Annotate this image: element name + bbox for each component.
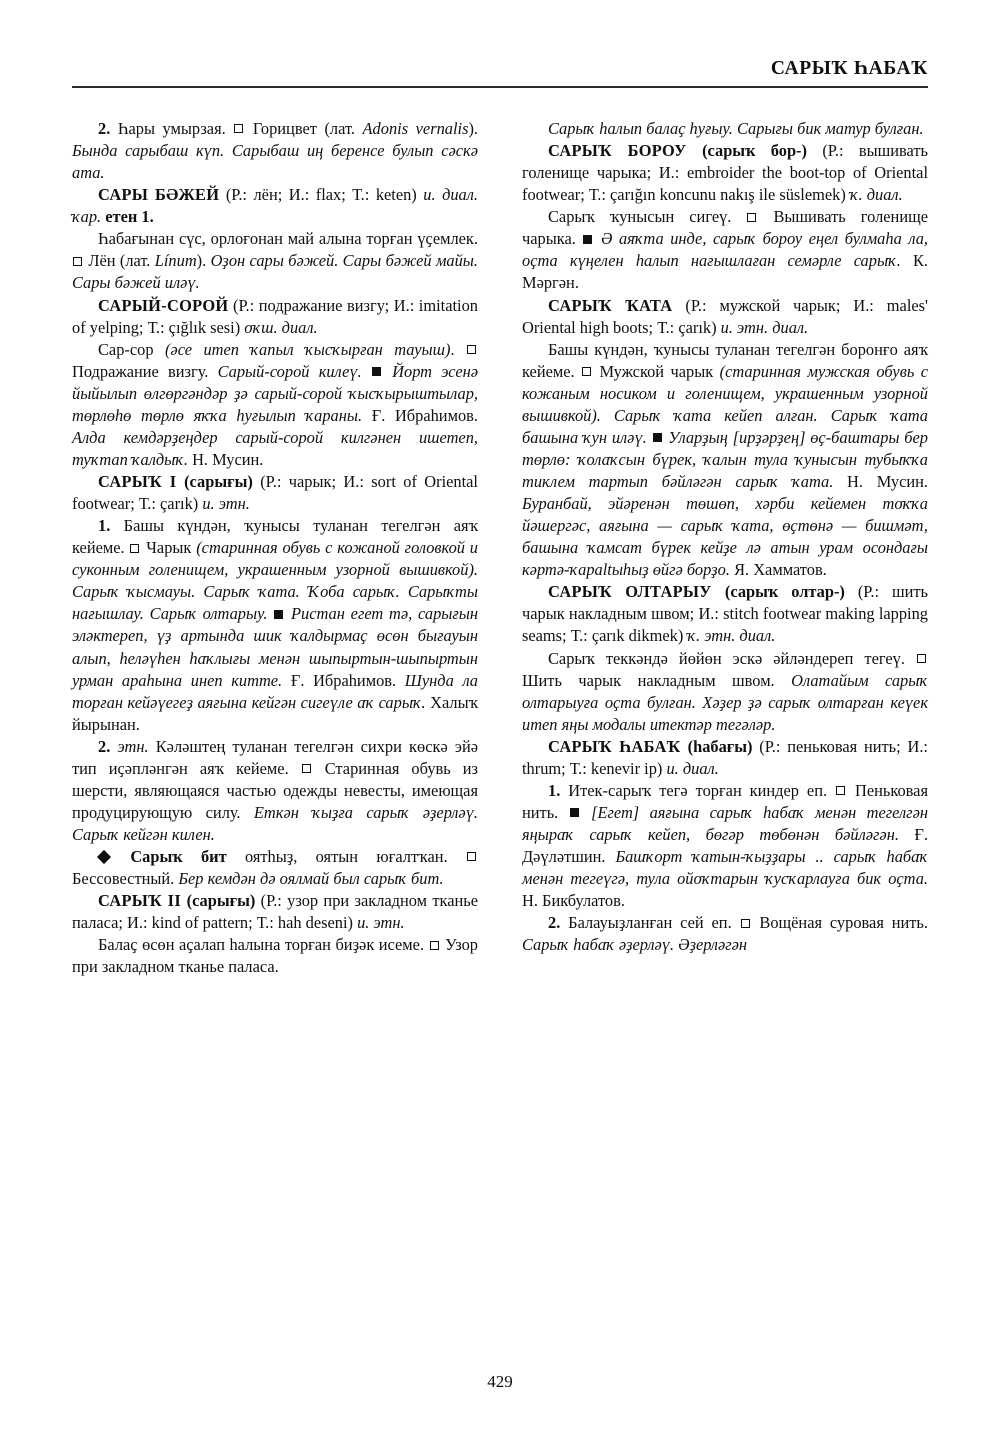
left-column xyxy=(72,118,478,1358)
right-column xyxy=(522,118,928,1358)
body-text: Сарыҡ теккәндә йөйөн эскә әйләндереп тегеү. xyxy=(548,648,916,668)
body-text: Чарык xyxy=(141,538,197,558)
page-number: 429 xyxy=(487,1372,513,1391)
open-square-marker-icon xyxy=(234,124,243,133)
italic-text: Алда кемдәрҙеңдер сарый-сорой килгәнен ишетеп, туҡтап ҡалдыҡ. xyxy=(72,427,478,469)
dictionary-entry-sense xyxy=(72,934,478,978)
filled-square-marker-icon xyxy=(583,235,592,244)
bold-text: етен 1. xyxy=(105,207,154,227)
italic-text: Сарыҡ һалып балаҫ һуғыу. Сарығы бик матур булған. xyxy=(548,119,924,138)
body-text xyxy=(647,428,652,447)
bold-text: 2. xyxy=(98,119,111,138)
italic-text: [Егет] аяғына сарыҡ һабаҡ менән тегелгән яңыраҡ сарыҡ кейеп, бөгәр төбөнән бәйләгән. xyxy=(522,802,928,844)
italic-text: (старинная мужская обувь с кожаным носиком и голенищем, украшенным узорной вышивкой). Сарыҡ ҡата кейеп алған. Сарыҡ ҡата башына ҡун иләү. xyxy=(522,361,928,447)
bold-text: 1. xyxy=(548,780,561,800)
body-text: Бессовестный. xyxy=(72,869,179,889)
dictionary-entry-headword xyxy=(522,295,928,339)
header-rule xyxy=(72,86,928,88)
body-text: Ғ. Ибраһимов. xyxy=(282,670,405,690)
body-text: (Р.: чарык; И.: sort of Oriental footwear; Т.: çarık) xyxy=(72,472,478,514)
italic-text: Ристан егет тә, сарығын эләктереп, үҙ артында шик ҡалдырмаҫ өсөн бығауын алып, һеләүһен һаҡлығы менән шыпыртын-шыпыртын урман араһына инеп китте. xyxy=(72,604,478,690)
italic-text: и. диал. xyxy=(666,758,719,778)
dictionary-entry-sense xyxy=(72,118,478,184)
dictionary-entry-idiom xyxy=(72,846,478,890)
dictionary-entry-headword xyxy=(72,890,478,934)
body-text: (Р.: шить чарык накладным швом; И.: stitch footwear making lapping seams; Т.: çarık dikmek) xyxy=(522,582,928,646)
body-text: Балаҫ өсөн аҫалап һалына торған биҙәк исеме. xyxy=(98,935,429,955)
italic-text: и. этн. диал. xyxy=(720,317,809,337)
body-text: (Р.: лён; И.: flax; Т.: keten) xyxy=(219,185,424,205)
body-text: (Р.: вышивать голенище чарыка; И.: embroider the boot-top of Oriental footwear; Т.: çarığın koncunu nakış ile süslemek) xyxy=(522,141,928,205)
bold-text: 2. xyxy=(98,736,111,756)
italic-text: Еткән ҡыҙға сарыҡ әҙерләү. Сарыҡ кейгән килен. xyxy=(72,802,478,844)
bold-text: (һабағы) xyxy=(687,736,753,756)
dictionary-entry-sense xyxy=(72,736,478,846)
open-square-marker-icon xyxy=(741,919,750,928)
body-text xyxy=(267,604,273,623)
body-text: Ғ. Ибраһимов. xyxy=(362,405,478,425)
italic-text: этн. xyxy=(117,736,149,756)
open-square-marker-icon xyxy=(430,941,439,950)
headword-text: САРЫҠ ҺАБАҠ xyxy=(548,736,688,756)
body-text: Н. Мусин. xyxy=(833,472,928,491)
dictionary-entry-sense xyxy=(72,228,478,294)
italic-text: и. этн. xyxy=(202,494,250,514)
open-square-marker-icon xyxy=(130,544,139,553)
body-text: ). xyxy=(468,119,479,138)
italic-text: Ә аяҡта инде, сарыҡ бороу еңел булмаһа ла, оҫта күңелен һалып нағышлаған семәрле сарыҡ. xyxy=(522,229,928,271)
body-text: Лён (лат. xyxy=(84,251,155,271)
body-text: . xyxy=(450,339,466,359)
body-text: Һабағынан сүс, орлоғонан май алына торған үҫемлек. xyxy=(98,229,478,249)
body-text: Узор при закладном тканье паласа. xyxy=(72,935,478,977)
italic-text: Шунда ла торған кейәүегеҙ аяғына кейгән сигеүле аҡ сарыҡ. xyxy=(72,670,479,712)
body-text: Вощёная суровая нить. xyxy=(751,913,928,933)
bold-text: 2. xyxy=(548,913,561,933)
body-text: (Р.: пеньковая нить; И.: thrum; Т.: kenevir ip) xyxy=(522,736,928,778)
headword-text: САРЫҠ I xyxy=(98,472,185,491)
dictionary-entry-headword xyxy=(522,581,928,647)
italic-text: Сарый-сорой килеү. xyxy=(217,361,362,381)
open-square-marker-icon xyxy=(917,654,926,663)
open-square-marker-icon xyxy=(467,852,476,861)
headword-text: САРЫҠ БОРОУ xyxy=(548,141,703,161)
italic-text: и. диал. ҡар. xyxy=(72,185,479,227)
body-text: Старинная обувь из шерсти, являющаяся частью одежды невесты, имеющая продуцирующую силу. xyxy=(72,758,478,822)
body-text: (Р.: мужской чарык; И.: males' Oriental high boots; Т.: çarık) xyxy=(522,295,928,337)
italic-text: (старинная обувь с кожаной головкой и суконным голенищем, украшенным узорной вышивкой). Сарыҡ ҡысмауы. Сарыҡ ҡата. Ҡоба сарыҡ. Сарыҡты нағышлау. Сарыҡ олтарыу. xyxy=(72,538,478,624)
body-text: Я. Хамматов. xyxy=(729,560,827,580)
italic-text: Йорт эсенә йыйылып өлгөргәндәр ҙә сарый-сорой ҡысҡырыштылар, төрлөһө төрлө яҡҡа һуғылып ҡараны. xyxy=(72,361,479,425)
body-text: Н. Бикбулатов. xyxy=(522,891,625,911)
dictionary-entry-sense xyxy=(72,339,478,471)
open-square-marker-icon xyxy=(73,257,82,266)
text-columns xyxy=(72,118,928,1358)
italic-text: Оҙон сары бәжей. Сары бәжей майы. Сары бәжей иләү. xyxy=(72,251,479,293)
body-text: Подражание визгу. xyxy=(72,361,218,381)
italic-text: Буранбай, эйәренән төшөп, хәрби кейемен тоҡҡа йәшергәс, аяғына — сарыҡ ҡата, өҫтөнә — бишмәт, башына ҡамсат бүрек кейҙе лә атын урам осондағы кәртә-ҡараltыһыҙ өйгә борҙо. xyxy=(522,494,928,580)
body-text: Вышивать голенище чарыка. xyxy=(522,207,928,249)
filled-square-marker-icon xyxy=(570,808,579,817)
body-text: Горицвет (лат. xyxy=(245,119,363,138)
body-text: (Р.: узор при закладном тканье паласа; И.: kind of pattern; Т.: hah deseni) xyxy=(72,891,478,933)
body-text: Шить чарык накладным швом. xyxy=(522,670,792,690)
running-head: САРЫҠ ҺАБАҠ xyxy=(770,58,928,79)
dictionary-entry-sense xyxy=(522,339,928,582)
bold-text: (сарығы) xyxy=(186,891,256,911)
body-text: Пеньковая нить. xyxy=(522,780,928,822)
body-text: оятһыҙ, оятын юғалтҡан. xyxy=(226,847,466,867)
body-text: ). xyxy=(196,251,211,271)
body-text: Башы күндән, ҡунысы туланан тегелгән боронғо аяҡ кейеме. xyxy=(522,339,928,381)
italic-text: Бында сарыбаш күп. Сарыбаш иң беренсе булып сәскә ата. xyxy=(72,141,478,183)
headword-text: САРЫЙ-СОРОЙ xyxy=(98,295,229,315)
italic-text: оҡш. диал. xyxy=(244,317,318,337)
headword-text: САРЫ БӘЖЕЙ xyxy=(98,185,220,205)
body-text: (Р.: подражание визгу; И.: imitation of yelping; Т.: çığlık sesi) xyxy=(72,295,478,337)
italic-text: Уларҙың [ирҙәрҙең] өҫ-баштары бер төрлө: ҡолаҡсын бүрек, ҡалын тула ҡунысын тубыҡҡа тиклем тартып бәйләгән сарыҡ ҡата. xyxy=(522,427,928,491)
bold-text: (сарыҡ бор-) xyxy=(702,141,807,161)
filled-square-marker-icon xyxy=(653,433,662,442)
open-square-marker-icon xyxy=(747,213,756,222)
dictionary-entry-sense xyxy=(522,206,928,294)
open-square-marker-icon xyxy=(302,764,311,773)
body-text: Итек-сарыҡ тегә торған киндер еп. xyxy=(560,780,836,800)
bold-text: (сарыҡ олтар-) xyxy=(724,582,845,602)
open-square-marker-icon xyxy=(582,367,591,376)
italic-text: Бер кемдән дә оялмай был сарыҡ бит. xyxy=(178,869,444,889)
dictionary-entry-sense xyxy=(522,912,928,956)
bold-text: 1. xyxy=(98,516,111,536)
body-text: Ғ. Дәүләтшин. xyxy=(522,825,928,867)
dictionary-entry-headword xyxy=(72,184,478,228)
dictionary-entry-headword xyxy=(522,736,928,780)
filled-square-marker-icon xyxy=(274,610,283,619)
italic-text: Línum xyxy=(154,251,197,271)
dictionary-entry-headword xyxy=(72,471,478,515)
dictionary-entry-sense xyxy=(522,780,928,912)
dictionary-entry-headword xyxy=(72,295,478,339)
open-square-marker-icon xyxy=(836,786,845,795)
open-square-marker-icon xyxy=(467,345,476,354)
page-header xyxy=(72,58,928,88)
dictionary-entry-sense xyxy=(522,118,928,140)
body-text: Балауыҙланған сей еп. xyxy=(560,913,740,933)
body-text: Мужской чарык xyxy=(593,361,720,381)
body-text: Халыҡ йырынан. xyxy=(72,692,478,734)
italic-text: ҡ. этн. диал. xyxy=(687,626,776,646)
headword-text: САРЫҠ ҠАТА xyxy=(548,295,673,315)
body-text: К. Мәргән. xyxy=(522,251,928,293)
italic-text: и. этн. xyxy=(357,913,405,933)
bold-text: (сарығы) xyxy=(184,472,253,491)
italic-text: (әсе итеп ҡапыл ҡысҡырған тауыш) xyxy=(164,339,451,359)
bold-text: Сарыҡ бит xyxy=(112,847,227,867)
body-text: Н. Мусин. xyxy=(188,449,264,469)
headword-text: САРЫҠ II xyxy=(98,891,187,911)
dictionary-entry-headword xyxy=(522,140,928,206)
body-text xyxy=(362,362,371,381)
body-text: Сар-сор xyxy=(98,339,165,359)
filled-square-marker-icon xyxy=(372,367,381,376)
body-text: Кәләштең туланан тегелгән сихри көскә эйә тип иҫәпләнгән аяҡ кейеме. xyxy=(72,736,478,778)
italic-text: Башҡорт ҡатын-ҡыҙҙары .. сарыҡ һабаҡ менән тегеүгә, тула ойоҡтарын ҡусҡарлауға бик оҫта. xyxy=(522,847,928,889)
italic-text: Adonis vernalis xyxy=(362,119,469,138)
headword-text: САРЫҠ ОЛТАРЫУ xyxy=(548,582,725,602)
body-text: Сарыҡ ҡунысын сигеү. xyxy=(548,207,747,227)
dictionary-entry-sense xyxy=(522,648,928,736)
italic-text: Сарыҡ һабаҡ әҙерләү. Әҙерләгән xyxy=(522,935,748,955)
diamond-marker-icon xyxy=(97,850,111,864)
body-text: Һары умырзая. xyxy=(110,119,234,138)
italic-text: ҡ. диал. xyxy=(849,185,903,205)
body-text: Башы күндән, ҡунысы туланан тегелгән аяҡ кейеме. xyxy=(72,516,478,558)
italic-text: Олатайым сарыҡ олтарыуға оҫта булған. Хәҙер ҙә сарыҡ олтарған кеүек итеп яңы модалы итектәр тегәләр. xyxy=(522,670,928,734)
dictionary-entry-sense xyxy=(72,515,478,736)
